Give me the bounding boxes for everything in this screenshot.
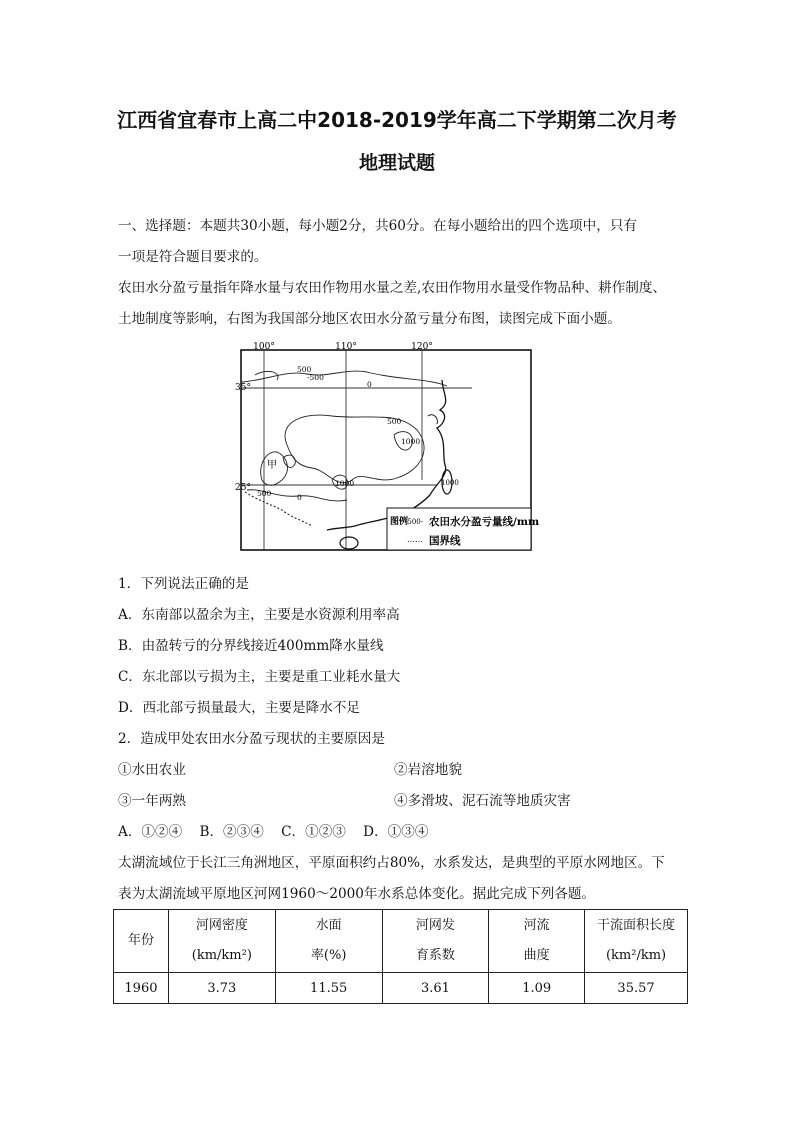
document-subtitle: 地理试题	[358, 152, 435, 174]
header-water-rate: 水面 率(%)	[275, 910, 382, 973]
contour-label-500-b: 500	[387, 417, 402, 426]
q2-item-2: ②岩溶地貌	[394, 762, 462, 778]
q1-option-a[interactable]: A．东南部以盈余为主，主要是水资源利用率高	[118, 607, 400, 623]
section-instructions	[118, 211, 688, 335]
lon-label-110: 110°	[335, 342, 357, 352]
cell-curvature: 1.09	[489, 973, 585, 1004]
legend-border-text: 国界线	[429, 535, 461, 547]
legend-sample-border: ……	[407, 535, 423, 544]
river-network-table	[113, 909, 688, 1004]
legend-sample-contour: -500-	[405, 518, 424, 526]
water-balance-map	[235, 340, 540, 552]
header-area-length: 干流面积长度 (km²/km)	[585, 910, 688, 973]
lon-label-120: 120°	[411, 342, 433, 352]
contour-label-1000-b: 1000	[335, 479, 355, 488]
cell-year: 1960	[114, 973, 169, 1004]
contour-label-0-a: 0	[367, 380, 372, 389]
contour-label-1000-a: 1000	[401, 437, 421, 446]
table-row	[114, 973, 688, 1004]
region-label-jia: 甲	[267, 460, 277, 471]
passage1-line-1: 农田水分盈亏量指年降水量与农田作物用水量之差,农田作物用水量受作物品种、耕作制度、	[118, 280, 667, 296]
document-title: 江西省宜春市上高二中2018-2019学年高二下学期第二次月考	[117, 108, 677, 132]
contour-label-500-a: 500	[297, 365, 312, 374]
cell-density: 3.73	[168, 973, 275, 1004]
passage1-line-2: 土地制度等影响，右图为我国部分地区农田水分盈亏量分布图，读图完成下面小题。	[118, 311, 621, 327]
contour-label-neg500: -500	[307, 373, 324, 382]
lat-label-25: 25°	[235, 483, 251, 493]
passage2-line-1: 太湖流域位于长江三角洲地区，平原面积约占80%，水系发达，是典型的平原水网地区。下	[118, 855, 665, 871]
lon-label-100: 100°	[253, 342, 275, 352]
instructions-line-1: 一、选择题：本题共30小题，每小题2分，共60分。在每小题给出的四个选项中，只有	[118, 218, 638, 234]
legend-title: 图例	[390, 517, 409, 527]
passage2-line-2: 表为太湖流域平原地区河网1960～2000年水系总体变化。据此完成下列各题。	[118, 886, 596, 902]
cell-area-length: 35.57	[585, 973, 688, 1004]
instructions-line-2: 一项是符合题目要求的。	[118, 249, 268, 265]
header-year: 年份	[114, 910, 169, 973]
contour-label-1000-c: 1000	[441, 479, 459, 487]
q1-option-c[interactable]: C．东北部以亏损为主，主要是重工业耗水量大	[118, 669, 401, 685]
legend-contour-text: 农田水分盈亏量线/mm	[429, 516, 540, 528]
q2-item-3: ③一年两熟	[118, 793, 186, 809]
header-development: 河网发 育系数	[382, 910, 489, 973]
contour-label-0-b: 0	[297, 493, 302, 502]
cell-water-rate: 11.55	[275, 973, 382, 1004]
q2-item-1: ①水田农业	[118, 762, 186, 778]
header-density: 河网密度 (km/km²)	[168, 910, 275, 973]
cell-development: 3.61	[382, 973, 489, 1004]
contour-label-500-c: 500	[257, 489, 272, 498]
q1-option-b[interactable]: B．由盈转亏的分界线接近400mm降水量线	[118, 638, 384, 654]
question-1-stem: 1．下列说法正确的是	[118, 576, 249, 592]
q1-option-d[interactable]: D．西北部亏损量最大，主要是降水不足	[118, 700, 360, 716]
table-header-row	[114, 910, 688, 973]
header-curvature: 河流 曲度	[489, 910, 585, 973]
lat-label-35: 35°	[235, 383, 251, 393]
q2-answer-options[interactable]: A．①②④ B．②③④ C．①②③ D．①③④	[118, 824, 429, 840]
question-2-stem: 2．造成甲处农田水分盈亏现状的主要原因是	[118, 731, 385, 747]
q2-item-4: ④多滑坡、泥石流等地质灾害	[394, 793, 571, 809]
